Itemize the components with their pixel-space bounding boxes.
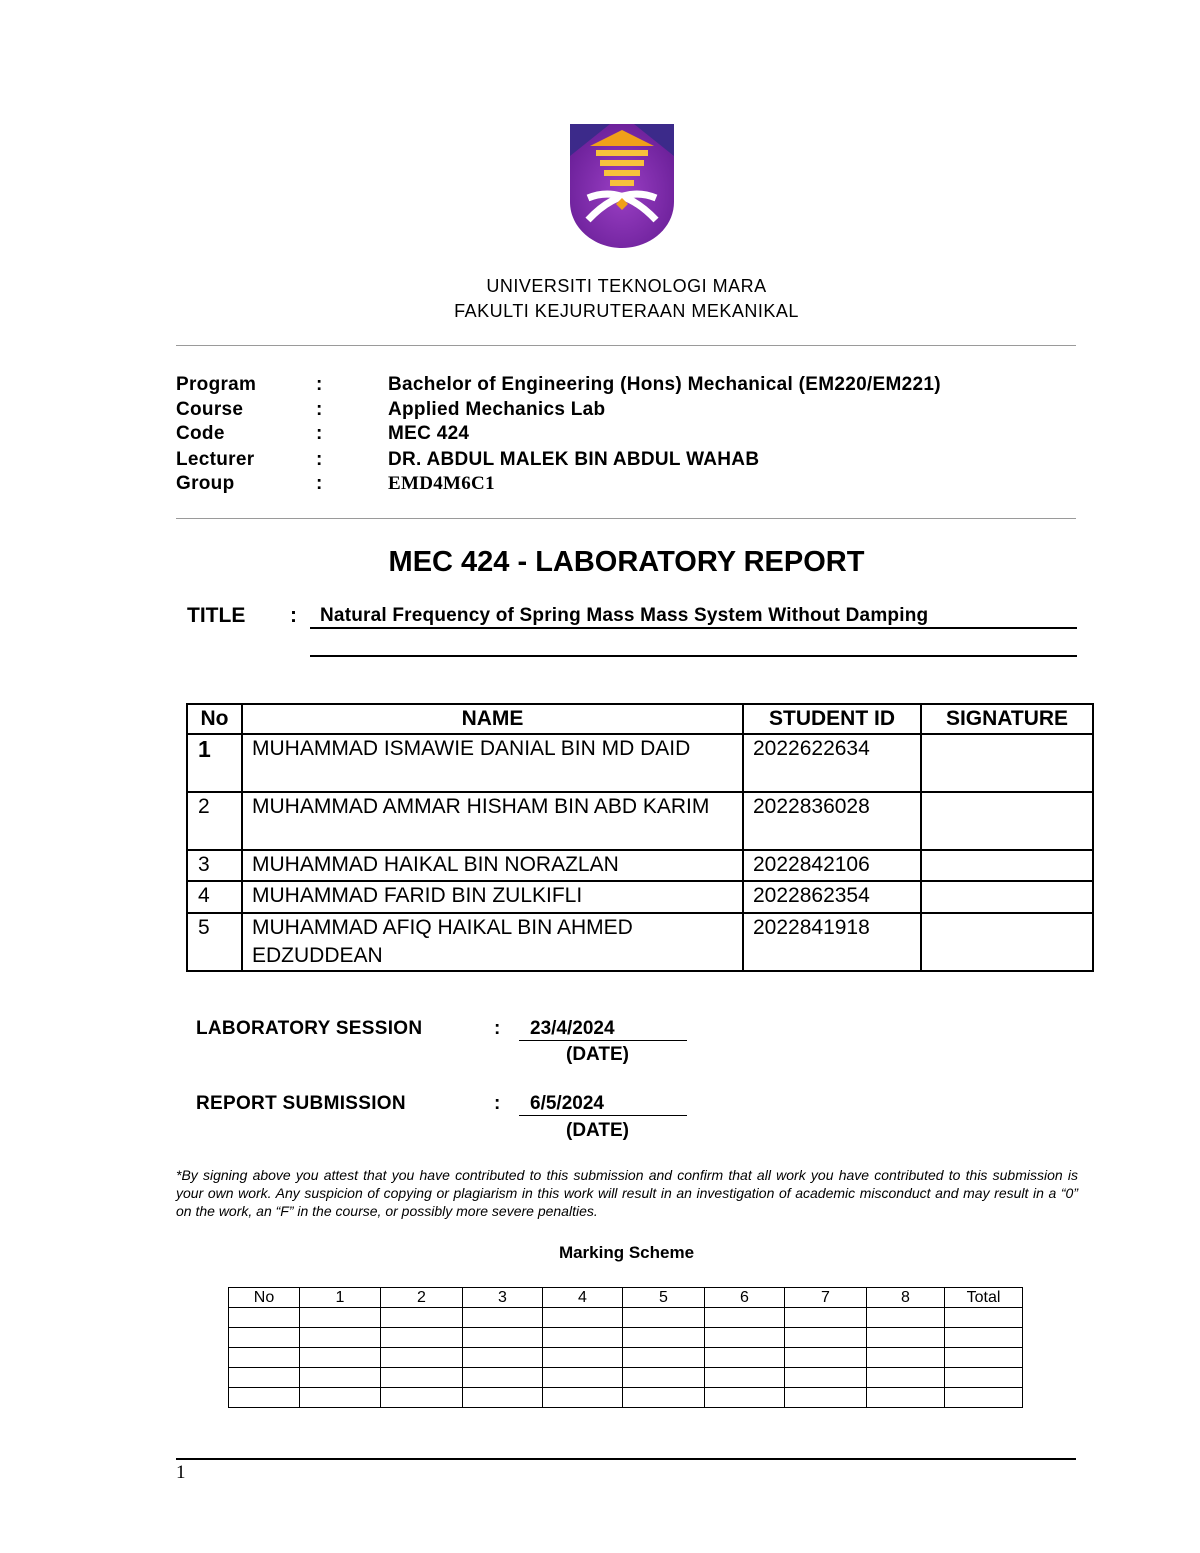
marking-cell[interactable] — [300, 1348, 381, 1368]
marking-cell[interactable] — [705, 1348, 785, 1368]
marking-cell[interactable] — [623, 1388, 705, 1408]
row-no: 5 — [187, 913, 242, 971]
row-signature[interactable] — [921, 792, 1093, 850]
table-row — [187, 734, 1093, 792]
marking-cell[interactable] — [785, 1368, 867, 1388]
info-colon: : — [316, 374, 323, 395]
marking-cell[interactable] — [785, 1308, 867, 1328]
marking-row — [229, 1328, 1023, 1348]
disclaimer-text: *By signing above you attest that you have contributed to this submission and confirm that all work you have contributed to this submission is your own work. Any suspicion of copying or plagiarism in this work will result in an investigation of academic misconduct and may result in a “0” on the work, an “F” in the course, or possibly more severe penalties. — [176, 1167, 1078, 1219]
report-submission-underline — [519, 1115, 687, 1116]
marking-cell[interactable] — [381, 1388, 463, 1408]
marking-cell[interactable] — [867, 1348, 945, 1368]
info-value-program: Bachelor of Engineering (Hons) Mechanical (EM220/EM221) — [388, 374, 941, 395]
marking-cell[interactable] — [463, 1348, 543, 1368]
marking-cell[interactable] — [229, 1368, 300, 1388]
report-submission-label: REPORT SUBMISSION — [196, 1093, 406, 1114]
marking-header-total: Total — [945, 1288, 1023, 1308]
info-label-program: Program — [176, 374, 257, 395]
marking-cell[interactable] — [300, 1388, 381, 1408]
info-value-group: EMD4M6C1 — [388, 473, 495, 494]
header-student-id: STUDENT ID — [743, 704, 921, 734]
footer-divider — [176, 1458, 1076, 1460]
row-name: MUHAMMAD AFIQ HAIKAL BIN AHMED EDZUDDEAN — [242, 913, 743, 971]
marking-header-row — [229, 1288, 1023, 1308]
marking-cell[interactable] — [945, 1368, 1023, 1388]
title-value[interactable]: Natural Frequency of Spring Mass Mass System Without Damping — [320, 605, 929, 626]
info-label-code: Code — [176, 423, 225, 444]
marking-cell[interactable] — [945, 1308, 1023, 1328]
info-colon: : — [316, 449, 323, 470]
marking-cell[interactable] — [463, 1368, 543, 1388]
table-row — [187, 913, 1093, 971]
marking-scheme-table — [228, 1287, 1023, 1408]
marking-row — [229, 1388, 1023, 1408]
row-student-id: 2022862354 — [743, 881, 921, 913]
header-name: NAME — [242, 704, 743, 734]
marking-cell[interactable] — [945, 1328, 1023, 1348]
lab-session-colon: : — [494, 1018, 501, 1039]
marking-cell[interactable] — [381, 1328, 463, 1348]
marking-cell[interactable] — [623, 1328, 705, 1348]
row-name: MUHAMMAD AMMAR HISHAM BIN ABD KARIM — [242, 792, 743, 850]
marking-cell[interactable] — [543, 1388, 623, 1408]
row-student-id: 2022842106 — [743, 850, 921, 881]
marking-cell[interactable] — [705, 1388, 785, 1408]
report-submission-date[interactable]: 6/5/2024 — [530, 1093, 604, 1114]
marking-cell[interactable] — [543, 1348, 623, 1368]
row-no: 3 — [187, 850, 242, 881]
marking-cell[interactable] — [543, 1308, 623, 1328]
info-colon: : — [316, 473, 323, 494]
marking-cell[interactable] — [945, 1388, 1023, 1408]
row-signature[interactable] — [921, 913, 1093, 971]
marking-cell[interactable] — [785, 1388, 867, 1408]
report-heading: MEC 424 - LABORATORY REPORT — [388, 546, 865, 578]
marking-cell[interactable] — [229, 1308, 300, 1328]
marking-cell[interactable] — [463, 1388, 543, 1408]
info-value-code: MEC 424 — [388, 423, 470, 444]
marking-cell[interactable] — [381, 1308, 463, 1328]
marking-cell[interactable] — [867, 1328, 945, 1348]
marking-cell[interactable] — [867, 1388, 945, 1408]
row-name: MUHAMMAD HAIKAL BIN NORAZLAN — [242, 850, 743, 881]
marking-cell[interactable] — [867, 1368, 945, 1388]
marking-header-8: 8 — [867, 1288, 945, 1308]
header-no: No — [187, 704, 242, 734]
marking-cell[interactable] — [381, 1348, 463, 1368]
title-colon: : — [290, 604, 297, 627]
faculty-name: FAKULTI KEJURUTERAAN MEKANIKAL — [454, 301, 799, 321]
table-row — [187, 881, 1093, 913]
marking-header-7: 7 — [785, 1288, 867, 1308]
row-student-id: 2022841918 — [743, 913, 921, 971]
page-number: 1 — [176, 1462, 186, 1483]
info-label-lecturer: Lecturer — [176, 449, 255, 470]
university-name: UNIVERSITI TEKNOLOGI MARA — [486, 276, 767, 296]
marking-row — [229, 1308, 1023, 1328]
row-signature[interactable] — [921, 850, 1093, 881]
lab-session-label: LABORATORY SESSION — [196, 1018, 423, 1039]
marking-cell[interactable] — [945, 1348, 1023, 1368]
marking-cell[interactable] — [705, 1368, 785, 1388]
row-signature[interactable] — [921, 734, 1093, 792]
marking-cell[interactable] — [705, 1308, 785, 1328]
row-student-id: 2022622634 — [743, 734, 921, 792]
marking-cell[interactable] — [867, 1308, 945, 1328]
divider — [176, 345, 1076, 346]
info-label-group: Group — [176, 473, 235, 494]
marking-header-no: No — [229, 1288, 300, 1308]
title-underline — [310, 627, 1077, 629]
lab-session-underline — [519, 1040, 687, 1041]
report-submission-colon: : — [494, 1093, 501, 1114]
uitm-crest-icon — [570, 124, 674, 248]
marking-header-6: 6 — [705, 1288, 785, 1308]
marking-header-1: 1 — [300, 1288, 381, 1308]
row-no: 1 — [187, 734, 242, 792]
marking-header-4: 4 — [543, 1288, 623, 1308]
marking-cell[interactable] — [785, 1328, 867, 1348]
info-value-lecturer: DR. ABDUL MALEK BIN ABDUL WAHAB — [388, 449, 760, 470]
marking-cell[interactable] — [543, 1368, 623, 1388]
row-name: MUHAMMAD ISMAWIE DANIAL BIN MD DAID — [242, 734, 743, 792]
header-signature: SIGNATURE — [921, 704, 1093, 734]
title-underline-2 — [310, 655, 1077, 657]
lab-session-date-caption: (DATE) — [566, 1044, 629, 1065]
lab-session-date[interactable]: 23/4/2024 — [530, 1018, 615, 1039]
row-no: 4 — [187, 881, 242, 913]
table-header-row — [187, 704, 1093, 734]
table-row — [187, 850, 1093, 881]
row-signature[interactable] — [921, 881, 1093, 913]
marking-cell[interactable] — [381, 1368, 463, 1388]
info-colon: : — [316, 399, 323, 420]
marking-cell[interactable] — [229, 1328, 300, 1348]
marking-cell[interactable] — [300, 1308, 381, 1328]
row-no: 2 — [187, 792, 242, 850]
marking-header-3: 3 — [463, 1288, 543, 1308]
marking-cell[interactable] — [229, 1388, 300, 1408]
marking-cell[interactable] — [623, 1368, 705, 1388]
marking-row — [229, 1368, 1023, 1388]
marking-cell[interactable] — [300, 1328, 381, 1348]
title-label: TITLE — [187, 604, 246, 627]
report-submission-date-caption: (DATE) — [566, 1120, 629, 1141]
row-student-id: 2022836028 — [743, 792, 921, 850]
marking-header-2: 2 — [381, 1288, 463, 1308]
marking-cell[interactable] — [785, 1348, 867, 1368]
marking-cell[interactable] — [543, 1328, 623, 1348]
marking-cell[interactable] — [300, 1368, 381, 1388]
marking-cell[interactable] — [463, 1328, 543, 1348]
marking-cell[interactable] — [623, 1308, 705, 1328]
table-row — [187, 792, 1093, 850]
divider — [176, 518, 1076, 519]
info-label-course: Course — [176, 399, 244, 420]
marking-row — [229, 1348, 1023, 1368]
marking-header-5: 5 — [623, 1288, 705, 1308]
marking-cell[interactable] — [463, 1308, 543, 1328]
marking-scheme-title: Marking Scheme — [558, 1243, 695, 1262]
info-colon: : — [316, 423, 323, 444]
row-name: MUHAMMAD FARID BIN ZULKIFLI — [242, 881, 743, 913]
marking-cell[interactable] — [623, 1348, 705, 1368]
marking-cell[interactable] — [705, 1328, 785, 1348]
marking-cell[interactable] — [229, 1348, 300, 1368]
students-table — [186, 703, 1094, 972]
info-value-course: Applied Mechanics Lab — [388, 399, 606, 420]
